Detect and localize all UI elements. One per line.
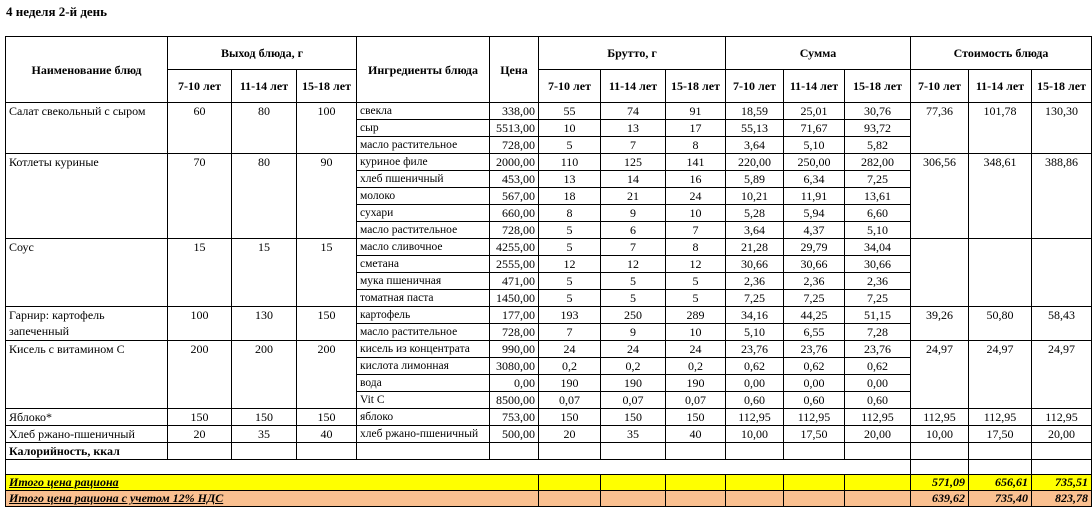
empty-cell[interactable]	[969, 460, 1032, 475]
ingredient-name-cell[interactable]: хлеб ржано-пшеничный	[357, 426, 490, 443]
cost-cell[interactable]: 24,97	[969, 341, 1032, 409]
cost-cell[interactable]	[969, 239, 1032, 307]
total-blank-cell[interactable]	[666, 475, 726, 491]
gross-cell[interactable]: 24	[539, 341, 601, 358]
dish-name-cell[interactable]: Котлеты куриные	[6, 154, 168, 239]
sum-cell[interactable]: 11,91	[784, 188, 845, 205]
sum-cell[interactable]: 2,36	[845, 273, 911, 290]
sum-cell[interactable]: 6,60	[845, 205, 911, 222]
cost-cell[interactable]: 388,86	[1032, 154, 1092, 239]
sum-cell[interactable]: 4,37	[784, 222, 845, 239]
ingredient-name-cell[interactable]: мука пшеничная	[357, 273, 490, 290]
ingredient-name-cell[interactable]: яблоко	[357, 409, 490, 426]
ingredient-name-cell[interactable]: картофель	[357, 307, 490, 324]
sum-cell[interactable]: 112,95	[726, 409, 784, 426]
empty-cell[interactable]	[911, 460, 969, 475]
calories-label[interactable]: Калорийность, ккал	[6, 443, 168, 460]
gross-cell[interactable]: 150	[539, 409, 601, 426]
calories-cell[interactable]	[784, 443, 845, 460]
sum-cell[interactable]: 10,21	[726, 188, 784, 205]
cost-cell[interactable]: 39,26	[911, 307, 969, 341]
dish-name-cell[interactable]: Салат свекольный с сыром	[6, 103, 168, 154]
gross-cell[interactable]: 0,07	[666, 392, 726, 409]
sum-cell[interactable]: 7,28	[845, 324, 911, 341]
sum-cell[interactable]: 7,25	[784, 290, 845, 307]
sum-cell[interactable]: 17,50	[784, 426, 845, 443]
sum-cell[interactable]: 5,10	[784, 137, 845, 154]
gross-cell[interactable]: 12	[601, 256, 666, 273]
dish-name-cell[interactable]: Соус	[6, 239, 168, 307]
sheet-title[interactable]: 4 неделя 2-й день	[6, 4, 108, 19]
calories-cell[interactable]	[726, 443, 784, 460]
sum-cell[interactable]: 51,15	[845, 307, 911, 324]
price-cell[interactable]: 4255,00	[490, 239, 539, 256]
yield-cell[interactable]: 150	[168, 409, 232, 426]
yield-cell[interactable]: 130	[232, 307, 297, 341]
total-vat-value-7-10[interactable]: 639,62	[911, 491, 969, 507]
gross-cell[interactable]: 8	[666, 137, 726, 154]
sum-cell[interactable]: 2,36	[726, 273, 784, 290]
sum-cell[interactable]: 71,67	[784, 120, 845, 137]
price-cell[interactable]: 500,00	[490, 426, 539, 443]
sum-cell[interactable]: 93,72	[845, 120, 911, 137]
ingredient-row	[6, 341, 1092, 358]
yield-cell[interactable]: 60	[168, 103, 232, 154]
gross-cell[interactable]: 110	[539, 154, 601, 171]
gross-cell[interactable]: 10	[666, 324, 726, 341]
price-cell[interactable]: 990,00	[490, 341, 539, 358]
gross-cell[interactable]: 150	[601, 409, 666, 426]
header-ingredients[interactable]: Ингредиенты блюда	[357, 37, 490, 103]
footer-rows	[6, 443, 1092, 507]
ingredient-name-cell[interactable]: куриное филе	[357, 154, 490, 171]
sum-cell[interactable]: 18,59	[726, 103, 784, 120]
cost-cell[interactable]	[1032, 239, 1092, 307]
total-vat-blank-cell[interactable]	[784, 491, 845, 507]
calories-cell[interactable]	[969, 443, 1032, 460]
calories-cell[interactable]	[1032, 443, 1092, 460]
gross-cell[interactable]: 5	[539, 222, 601, 239]
gross-cell[interactable]: 190	[666, 375, 726, 392]
yield-cell[interactable]: 150	[297, 409, 357, 426]
calories-cell[interactable]	[357, 443, 490, 460]
dish-name-cell[interactable]: Хлеб ржано-пшеничный	[6, 426, 168, 443]
sum-cell[interactable]: 29,79	[784, 239, 845, 256]
gross-cell[interactable]: 0,2	[601, 358, 666, 375]
header-sum-age-15-18[interactable]: 15-18 лет	[845, 70, 911, 103]
dish-name-cell[interactable]: Кисель с витамином С	[6, 341, 168, 409]
price-cell[interactable]: 453,00	[490, 171, 539, 188]
gross-cell[interactable]: 8	[539, 205, 601, 222]
ingredient-row	[6, 239, 1092, 256]
sum-cell[interactable]: 30,66	[845, 256, 911, 273]
yield-cell[interactable]: 40	[297, 426, 357, 443]
cost-cell[interactable]: 77,36	[911, 103, 969, 154]
price-cell[interactable]: 0,00	[490, 375, 539, 392]
gross-cell[interactable]: 8	[666, 239, 726, 256]
cost-cell[interactable]: 50,80	[969, 307, 1032, 341]
header-gross-age-7-10[interactable]: 7-10 лет	[539, 70, 601, 103]
header-row-1	[6, 37, 1092, 70]
empty-row	[6, 460, 1092, 475]
sum-cell[interactable]: 0,62	[726, 358, 784, 375]
sum-cell[interactable]: 7,25	[726, 290, 784, 307]
calories-cell[interactable]	[666, 443, 726, 460]
header-gross-age-11-14[interactable]: 11-14 лет	[601, 70, 666, 103]
sum-cell[interactable]: 34,04	[845, 239, 911, 256]
price-cell[interactable]: 177,00	[490, 307, 539, 324]
ingredient-name-cell[interactable]: масло растительное	[357, 324, 490, 341]
cost-cell[interactable]: 306,56	[911, 154, 969, 239]
cost-cell[interactable]: 101,78	[969, 103, 1032, 154]
header-cost[interactable]: Стоимость блюда	[911, 37, 1092, 70]
total-blank-cell[interactable]	[784, 475, 845, 491]
gross-cell[interactable]: 12	[666, 256, 726, 273]
total-vat-value-11-14[interactable]: 735,40	[969, 491, 1032, 507]
sum-cell[interactable]: 7,25	[845, 290, 911, 307]
price-cell[interactable]: 753,00	[490, 409, 539, 426]
ingredient-name-cell[interactable]: сыр	[357, 120, 490, 137]
gross-cell[interactable]: 24	[601, 341, 666, 358]
yield-cell[interactable]: 15	[232, 239, 297, 307]
gross-cell[interactable]: 5	[539, 273, 601, 290]
yield-cell[interactable]: 150	[232, 409, 297, 426]
gross-cell[interactable]: 0,07	[601, 392, 666, 409]
gross-cell[interactable]: 5	[539, 137, 601, 154]
header-cost-age-15-18[interactable]: 15-18 лет	[1032, 70, 1092, 103]
price-cell[interactable]: 2000,00	[490, 154, 539, 171]
empty-cell[interactable]	[1032, 460, 1092, 475]
ingredient-row	[6, 103, 1092, 120]
cost-cell[interactable]: 348,61	[969, 154, 1032, 239]
gross-cell[interactable]: 5	[666, 273, 726, 290]
gross-cell[interactable]: 193	[539, 307, 601, 324]
calories-cell[interactable]	[297, 443, 357, 460]
sum-cell[interactable]: 2,36	[784, 273, 845, 290]
gross-cell[interactable]: 0,2	[666, 358, 726, 375]
sum-cell[interactable]: 55,13	[726, 120, 784, 137]
cost-cell[interactable]	[911, 239, 969, 307]
sum-cell[interactable]: 44,25	[784, 307, 845, 324]
price-cell[interactable]: 728,00	[490, 222, 539, 239]
sum-cell[interactable]: 5,10	[845, 222, 911, 239]
cost-cell[interactable]: 112,95	[911, 409, 969, 426]
sum-cell[interactable]: 0,00	[726, 375, 784, 392]
gross-cell[interactable]: 10	[666, 205, 726, 222]
gross-cell[interactable]: 5	[601, 273, 666, 290]
calories-cell[interactable]	[845, 443, 911, 460]
menu-table	[5, 36, 1092, 507]
yield-cell[interactable]: 20	[168, 426, 232, 443]
gross-cell[interactable]: 35	[601, 426, 666, 443]
header-sum-age-7-10[interactable]: 7-10 лет	[726, 70, 784, 103]
header-row-2	[6, 70, 1092, 103]
total-vat-blank-cell[interactable]	[539, 491, 601, 507]
gross-cell[interactable]: 5	[666, 290, 726, 307]
header-cost-age-11-14[interactable]: 11-14 лет	[969, 70, 1032, 103]
sum-cell[interactable]: 34,16	[726, 307, 784, 324]
gross-cell[interactable]: 21	[601, 188, 666, 205]
price-cell[interactable]: 3080,00	[490, 358, 539, 375]
ingredient-name-cell[interactable]: молоко	[357, 188, 490, 205]
ingredient-row	[6, 409, 1092, 426]
total-vat-blank-cell[interactable]	[845, 491, 911, 507]
cost-cell[interactable]: 58,43	[1032, 307, 1092, 341]
sum-cell[interactable]: 5,10	[726, 324, 784, 341]
price-cell[interactable]: 567,00	[490, 188, 539, 205]
ingredient-name-cell[interactable]: вода	[357, 375, 490, 392]
sum-cell[interactable]: 3,64	[726, 222, 784, 239]
gross-cell[interactable]: 250	[601, 307, 666, 324]
total-vat-value-15-18[interactable]: 823,78	[1032, 491, 1092, 507]
price-cell[interactable]: 471,00	[490, 273, 539, 290]
sum-cell[interactable]: 23,76	[845, 341, 911, 358]
sum-cell[interactable]: 0,60	[784, 392, 845, 409]
calories-cell[interactable]	[490, 443, 539, 460]
header-gross[interactable]: Брутто, г	[539, 37, 726, 70]
gross-cell[interactable]: 17	[666, 120, 726, 137]
gross-cell[interactable]: 40	[666, 426, 726, 443]
gross-cell[interactable]: 7	[601, 239, 666, 256]
sum-cell[interactable]: 10,00	[726, 426, 784, 443]
gross-cell[interactable]: 5	[539, 239, 601, 256]
sum-cell[interactable]: 0,00	[784, 375, 845, 392]
total-vat-label[interactable]: Итого цена рациона с учетом 12% НДС	[6, 491, 539, 507]
sum-cell[interactable]: 0,00	[845, 375, 911, 392]
total-blank-cell[interactable]	[726, 475, 784, 491]
price-cell[interactable]: 728,00	[490, 324, 539, 341]
sum-cell[interactable]: 5,94	[784, 205, 845, 222]
price-cell[interactable]: 728,00	[490, 137, 539, 154]
dish-name-cell[interactable]: Яблоко*	[6, 409, 168, 426]
ingredient-name-cell[interactable]: масло растительное	[357, 222, 490, 239]
header-sum-age-11-14[interactable]: 11-14 лет	[784, 70, 845, 103]
sum-cell[interactable]: 0,62	[845, 358, 911, 375]
cost-cell[interactable]: 20,00	[1032, 426, 1092, 443]
ingredient-name-cell[interactable]: кислота лимонная	[357, 358, 490, 375]
sum-cell[interactable]: 112,95	[845, 409, 911, 426]
total-blank-cell[interactable]	[845, 475, 911, 491]
sum-cell[interactable]: 250,00	[784, 154, 845, 171]
menu-body	[6, 103, 1092, 443]
sum-cell[interactable]: 23,76	[726, 341, 784, 358]
gross-cell[interactable]: 74	[601, 103, 666, 120]
ingredient-name-cell[interactable]: Vit C	[357, 392, 490, 409]
header-yield-age-7-10[interactable]: 7-10 лет	[168, 70, 232, 103]
ingredient-name-cell[interactable]: сметана	[357, 256, 490, 273]
yield-cell[interactable]: 200	[168, 341, 232, 409]
gross-cell[interactable]: 150	[666, 409, 726, 426]
gross-cell[interactable]: 125	[601, 154, 666, 171]
gross-cell[interactable]: 190	[539, 375, 601, 392]
yield-cell[interactable]: 15	[168, 239, 232, 307]
sum-cell[interactable]: 30,66	[784, 256, 845, 273]
gross-cell[interactable]: 7	[539, 324, 601, 341]
sum-cell[interactable]: 23,76	[784, 341, 845, 358]
price-cell[interactable]: 1450,00	[490, 290, 539, 307]
price-cell[interactable]: 8500,00	[490, 392, 539, 409]
gross-cell[interactable]: 55	[539, 103, 601, 120]
price-cell[interactable]: 5513,00	[490, 120, 539, 137]
sum-cell[interactable]: 30,66	[726, 256, 784, 273]
empty-cell[interactable]	[6, 460, 911, 475]
sum-cell[interactable]: 112,95	[784, 409, 845, 426]
gross-cell[interactable]: 91	[666, 103, 726, 120]
sum-cell[interactable]: 20,00	[845, 426, 911, 443]
yield-cell[interactable]: 35	[232, 426, 297, 443]
ingredient-name-cell[interactable]: масло растительное	[357, 137, 490, 154]
gross-cell[interactable]: 5	[539, 290, 601, 307]
price-cell[interactable]: 338,00	[490, 103, 539, 120]
yield-cell[interactable]: 200	[297, 341, 357, 409]
header-yield-age-11-14[interactable]: 11-14 лет	[232, 70, 297, 103]
yield-cell[interactable]: 15	[297, 239, 357, 307]
sum-cell[interactable]: 0,60	[726, 392, 784, 409]
gross-cell[interactable]: 16	[666, 171, 726, 188]
sum-cell[interactable]: 5,28	[726, 205, 784, 222]
header-yield-age-15-18[interactable]: 15-18 лет	[297, 70, 357, 103]
ingredient-name-cell[interactable]: кисель из концентрата	[357, 341, 490, 358]
total-value-15-18[interactable]: 735,51	[1032, 475, 1092, 491]
yield-cell[interactable]: 80	[232, 103, 297, 154]
sum-cell[interactable]: 3,64	[726, 137, 784, 154]
cost-cell[interactable]: 17,50	[969, 426, 1032, 443]
gross-cell[interactable]: 12	[539, 256, 601, 273]
gross-cell[interactable]: 7	[601, 137, 666, 154]
gross-cell[interactable]: 6	[601, 222, 666, 239]
cost-cell[interactable]: 24,97	[911, 341, 969, 409]
yield-cell[interactable]: 90	[297, 154, 357, 239]
gross-cell[interactable]: 0,07	[539, 392, 601, 409]
total-value-11-14[interactable]: 656,61	[969, 475, 1032, 491]
gross-cell[interactable]: 7	[666, 222, 726, 239]
total-vat-row	[6, 491, 1092, 507]
gross-cell[interactable]: 24	[666, 341, 726, 358]
cost-cell[interactable]: 130,30	[1032, 103, 1092, 154]
sum-cell[interactable]: 25,01	[784, 103, 845, 120]
sum-cell[interactable]: 6,55	[784, 324, 845, 341]
yield-cell[interactable]: 150	[297, 307, 357, 341]
total-label[interactable]: Итого цена рациона	[6, 475, 539, 491]
calories-cell[interactable]	[539, 443, 601, 460]
total-vat-blank-cell[interactable]	[726, 491, 784, 507]
gross-cell[interactable]: 5	[601, 290, 666, 307]
gross-cell[interactable]: 9	[601, 324, 666, 341]
cost-cell[interactable]: 10,00	[911, 426, 969, 443]
total-vat-blank-cell[interactable]	[666, 491, 726, 507]
calories-cell[interactable]	[601, 443, 666, 460]
sum-cell[interactable]: 282,00	[845, 154, 911, 171]
header-dish-name[interactable]: Наименование блюд	[6, 37, 168, 103]
yield-cell[interactable]: 70	[168, 154, 232, 239]
header-cost-age-7-10[interactable]: 7-10 лет	[911, 70, 969, 103]
sum-cell[interactable]: 0,62	[784, 358, 845, 375]
gross-cell[interactable]: 141	[666, 154, 726, 171]
total-blank-cell[interactable]	[601, 475, 666, 491]
header-sum[interactable]: Сумма	[726, 37, 911, 70]
sum-cell[interactable]: 220,00	[726, 154, 784, 171]
dish-name-cell[interactable]: Гарнир: картофель запеченный	[6, 307, 168, 341]
ingredient-row	[6, 307, 1092, 324]
sum-cell[interactable]: 6,34	[784, 171, 845, 188]
sum-cell[interactable]: 5,82	[845, 137, 911, 154]
ingredient-row	[6, 154, 1092, 171]
ingredient-row	[6, 426, 1092, 443]
total-vat-blank-cell[interactable]	[601, 491, 666, 507]
sum-cell[interactable]: 13,61	[845, 188, 911, 205]
gross-cell[interactable]: 24	[666, 188, 726, 205]
sum-cell[interactable]: 5,89	[726, 171, 784, 188]
yield-cell[interactable]: 100	[297, 103, 357, 154]
yield-cell[interactable]: 80	[232, 154, 297, 239]
spreadsheet-grid	[5, 36, 1092, 507]
ingredient-name-cell[interactable]: хлеб пшеничный	[357, 171, 490, 188]
price-cell[interactable]: 660,00	[490, 205, 539, 222]
header-price[interactable]: Цена	[490, 37, 539, 103]
gross-cell[interactable]: 20	[539, 426, 601, 443]
yield-cell[interactable]: 100	[168, 307, 232, 341]
gross-cell[interactable]: 190	[601, 375, 666, 392]
gross-cell[interactable]: 13	[601, 120, 666, 137]
gross-cell[interactable]: 0,2	[539, 358, 601, 375]
price-cell[interactable]: 2555,00	[490, 256, 539, 273]
ingredient-name-cell[interactable]: томатная паста	[357, 290, 490, 307]
ingredient-name-cell[interactable]: сухари	[357, 205, 490, 222]
yield-cell[interactable]: 200	[232, 341, 297, 409]
sum-cell[interactable]: 0,60	[845, 392, 911, 409]
total-row	[6, 475, 1092, 491]
sum-cell[interactable]: 7,25	[845, 171, 911, 188]
gross-cell[interactable]: 10	[539, 120, 601, 137]
cost-cell[interactable]: 24,97	[1032, 341, 1092, 409]
total-blank-cell[interactable]	[539, 475, 601, 491]
calories-cell[interactable]	[911, 443, 969, 460]
ingredient-name-cell[interactable]: масло сливочное	[357, 239, 490, 256]
ingredient-name-cell[interactable]: свекла	[357, 103, 490, 120]
cost-cell[interactable]: 112,95	[969, 409, 1032, 426]
gross-cell[interactable]: 13	[539, 171, 601, 188]
calories-row	[6, 443, 1092, 460]
cost-cell[interactable]: 112,95	[1032, 409, 1092, 426]
header-gross-age-15-18[interactable]: 15-18 лет	[666, 70, 726, 103]
gross-cell[interactable]: 289	[666, 307, 726, 324]
gross-cell[interactable]: 9	[601, 205, 666, 222]
sum-cell[interactable]: 30,76	[845, 103, 911, 120]
total-value-7-10[interactable]: 571,09	[911, 475, 969, 491]
calories-cell[interactable]	[232, 443, 297, 460]
gross-cell[interactable]: 18	[539, 188, 601, 205]
header-yield[interactable]: Выход блюда, г	[168, 37, 357, 70]
sum-cell[interactable]: 21,28	[726, 239, 784, 256]
calories-cell[interactable]	[168, 443, 232, 460]
gross-cell[interactable]: 14	[601, 171, 666, 188]
